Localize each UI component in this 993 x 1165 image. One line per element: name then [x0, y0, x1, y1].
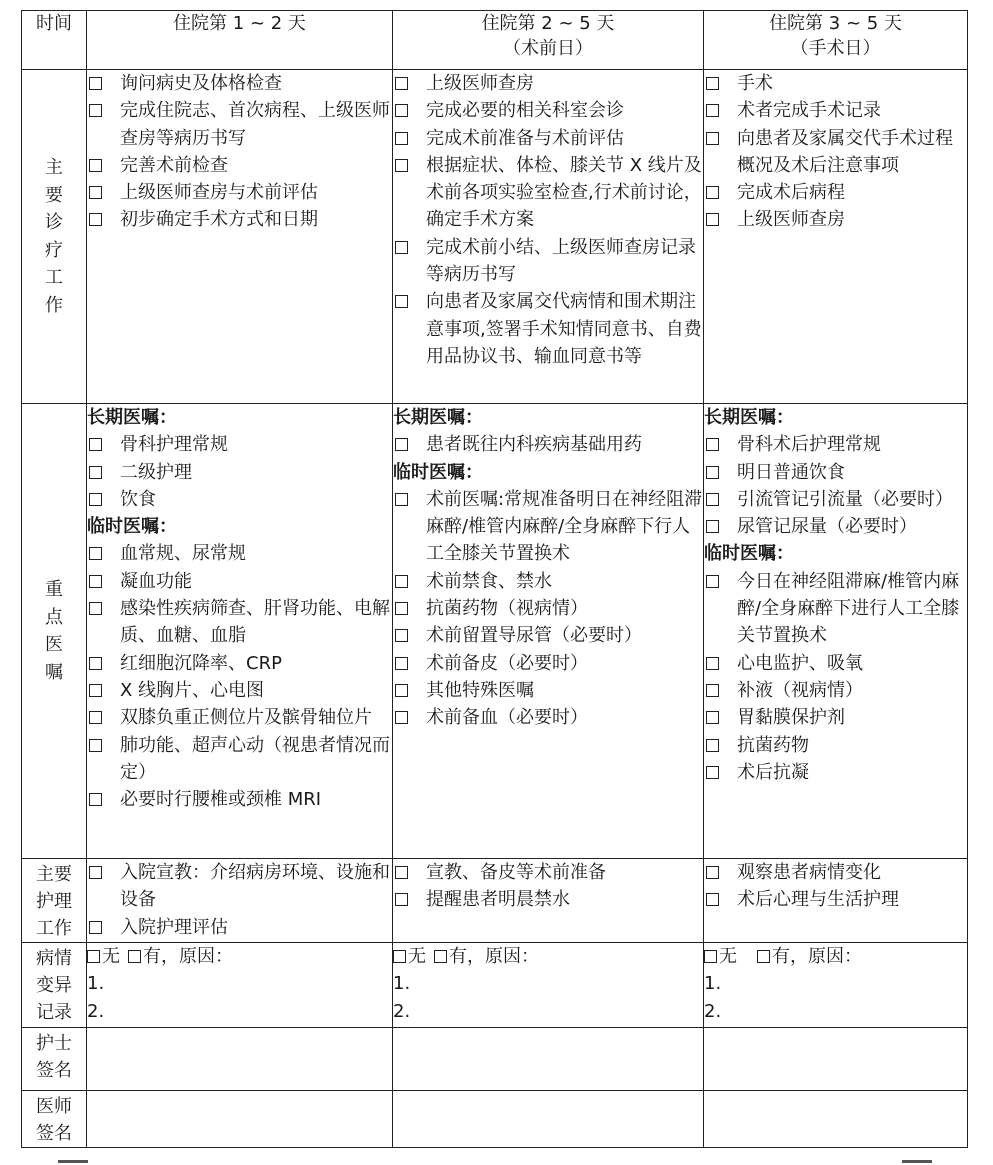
checklist-item[interactable]: 向患者及家属交代病情和围术期注意事项,签署手术知情同意书、自费用品协议书、输血同意书等 — [393, 288, 703, 370]
checklist-item[interactable]: 心电监护、吸氧 — [704, 650, 967, 677]
checklist-item[interactable]: 必要时行腰椎或颈椎 MRI — [87, 786, 392, 813]
checklist-item[interactable]: 宣教、备皮等术前准备 — [393, 859, 703, 886]
checkbox[interactable] — [395, 438, 408, 451]
checklist-item[interactable]: 术者完成手术记录 — [704, 97, 967, 124]
checklist-item[interactable]: 提醒患者明晨禁水 — [393, 886, 703, 913]
checkbox[interactable] — [89, 438, 102, 451]
checkbox[interactable] — [395, 866, 408, 879]
checkbox[interactable] — [89, 866, 102, 879]
checkbox[interactable] — [89, 213, 102, 226]
variation-line-2[interactable]: 2. — [704, 1000, 722, 1022]
diagnosis-col-2 — [393, 70, 704, 404]
checklist-item[interactable]: 胃黏膜保护剂 — [704, 704, 967, 731]
checkbox[interactable] — [89, 921, 102, 934]
checkbox[interactable] — [706, 711, 719, 724]
checkbox[interactable] — [395, 711, 408, 724]
row-nurse-sign — [22, 1028, 968, 1091]
checkbox[interactable] — [89, 159, 102, 172]
checkbox[interactable] — [89, 547, 102, 560]
long-term-orders-heading: 长期医嘱： — [87, 407, 177, 428]
checkbox[interactable] — [89, 77, 102, 90]
doctor-sign-col-1[interactable] — [87, 1091, 393, 1148]
checkbox[interactable] — [706, 186, 719, 199]
checklist-item[interactable]: 感染性疾病筛查、肝肾功能、电解质、血糖、血脂 — [87, 595, 392, 650]
checkbox[interactable] — [395, 657, 408, 670]
row-doctor-sign — [22, 1091, 968, 1148]
checkbox-has[interactable] — [434, 950, 447, 963]
doctor-sign-col-3[interactable] — [704, 1091, 968, 1148]
checkbox[interactable] — [706, 893, 719, 906]
checklist-item[interactable]: 其他特殊医嘱 — [393, 677, 703, 704]
checklist-item[interactable]: 骨科术后护理常规 — [704, 431, 967, 458]
row-label-diagnosis: 主 要 诊 疗 工 作 — [22, 70, 87, 404]
checklist-item[interactable]: 完成必要的相关科室会诊 — [393, 97, 703, 124]
orders-col-2 — [393, 404, 704, 859]
row-orders — [22, 404, 968, 859]
checklist-item[interactable]: 初步确定手术方式和日期 — [87, 206, 392, 233]
checklist-item[interactable]: 二级护理 — [87, 459, 392, 486]
temporary-orders-heading: 临时医嘱： — [87, 516, 177, 538]
nurse-sign-col-3[interactable] — [704, 1028, 968, 1091]
checkbox[interactable] — [706, 657, 719, 670]
row-nursing — [22, 859, 968, 943]
checklist-item[interactable]: 入院宣教：介绍病房环境、设施和设备 — [87, 859, 392, 914]
checkbox-none[interactable] — [704, 950, 717, 963]
variation-col-2: 无 有，原因： 1. 2. — [393, 943, 704, 1028]
long-term-orders-heading: 长期医嘱： — [393, 407, 483, 428]
checklist-item[interactable]: 今日在神经阻滞麻/椎管内麻醉/全身麻醉下进行人工全膝关节置换术 — [704, 568, 967, 650]
checkbox[interactable] — [706, 866, 719, 879]
page-edge-mark — [902, 1160, 932, 1163]
checkbox[interactable] — [89, 739, 102, 752]
checkbox[interactable] — [89, 657, 102, 670]
variation-line-1[interactable]: 1. — [393, 973, 411, 995]
checklist-item[interactable]: 红细胞沉降率、CRP — [87, 650, 392, 677]
variation-line-1[interactable]: 1. — [704, 973, 722, 995]
variation-line-1[interactable]: 1. — [87, 973, 105, 995]
checklist-item[interactable]: X 线胸片、心电图 — [87, 677, 392, 704]
checkbox[interactable] — [706, 684, 719, 697]
checklist-item[interactable]: 凝血功能 — [87, 568, 392, 595]
day-column-header-3: 住院第 3 ~ 5 天 （手术日） — [704, 11, 968, 70]
row-label-doctor-sign: 医师 签名 — [22, 1091, 87, 1148]
variation-col-1: 无 有，原因： 1. 2. — [87, 943, 393, 1028]
checklist-item[interactable]: 补液（视病情） — [704, 677, 967, 704]
checklist-item[interactable]: 向患者及家属交代手术过程概况及术后注意事项 — [704, 125, 967, 180]
checkbox[interactable] — [395, 684, 408, 697]
row-label-variation: 病情 变异 记录 — [22, 943, 87, 1028]
checkbox-has[interactable] — [757, 950, 770, 963]
checklist-item[interactable]: 上级医师查房与术前评估 — [87, 179, 392, 206]
checkbox[interactable] — [89, 575, 102, 588]
orders-col-3 — [704, 404, 968, 859]
checkbox[interactable] — [706, 77, 719, 90]
checklist-item[interactable]: 术前备血（必要时） — [393, 704, 703, 731]
page-edge-mark — [58, 1160, 88, 1163]
checkbox[interactable] — [89, 466, 102, 479]
checkbox[interactable] — [395, 159, 408, 172]
checkbox[interactable] — [706, 520, 719, 533]
checkbox[interactable] — [706, 466, 719, 479]
nurse-sign-col-2[interactable] — [393, 1028, 704, 1091]
checkbox[interactable] — [395, 77, 408, 90]
day-column-header-2: 住院第 2 ~ 5 天 （术前日） — [393, 11, 704, 70]
variation-col-3: 无 有，原因： 1. 2. — [704, 943, 968, 1028]
header-row — [22, 11, 968, 70]
checkbox[interactable] — [706, 739, 719, 752]
checklist-item[interactable]: 肺功能、超声心动（视患者情况而定） — [87, 732, 392, 787]
nursing-col-1 — [87, 859, 393, 943]
checkbox[interactable] — [395, 602, 408, 615]
checklist-item[interactable]: 完成住院志、首次病程、上级医师查房等病历书写 — [87, 97, 392, 152]
checklist-item[interactable]: 完成术前小结、上级医师查房记录等病历书写 — [393, 234, 703, 289]
nursing-col-2 — [393, 859, 704, 943]
row-label-nurse-sign: 护士 签名 — [22, 1028, 87, 1091]
checklist-item[interactable]: 术后抗凝 — [704, 759, 967, 786]
checkbox[interactable] — [89, 186, 102, 199]
checkbox-none[interactable] — [393, 950, 406, 963]
checklist-item[interactable]: 尿管记尿量（必要时） — [704, 513, 967, 540]
checkbox[interactable] — [89, 602, 102, 615]
checklist-item[interactable]: 完善术前检查 — [87, 152, 392, 179]
time-header: 时间 — [22, 11, 87, 70]
checkbox[interactable] — [89, 711, 102, 724]
checkbox[interactable] — [395, 241, 408, 254]
checkbox-has[interactable] — [128, 950, 141, 963]
row-label-orders: 重 点 医 嘱 — [22, 404, 87, 859]
checklist-item[interactable]: 询问病史及体格检查 — [87, 70, 392, 97]
row-variation — [22, 943, 968, 1028]
diagnosis-col-3 — [704, 70, 968, 404]
checkbox[interactable] — [89, 684, 102, 697]
checklist-item[interactable]: 血常规、尿常规 — [87, 540, 392, 567]
checklist-item[interactable]: 上级医师查房 — [393, 70, 703, 97]
checkbox[interactable] — [706, 213, 719, 226]
checkbox[interactable] — [706, 438, 719, 451]
checklist-item[interactable]: 术前留置导尿管（必要时） — [393, 622, 703, 649]
variation-line-2[interactable]: 2. — [393, 1000, 411, 1022]
checkbox-none[interactable] — [87, 950, 100, 963]
checkbox[interactable] — [395, 493, 408, 506]
checklist-item[interactable]: 骨科护理常规 — [87, 431, 392, 458]
checklist-item[interactable]: 明日普通饮食 — [704, 459, 967, 486]
checklist-item[interactable]: 入院护理评估 — [87, 914, 392, 941]
checkbox[interactable] — [89, 793, 102, 806]
checkbox[interactable] — [706, 575, 719, 588]
checkbox[interactable] — [395, 295, 408, 308]
checklist-item[interactable]: 术前禁食、禁水 — [393, 568, 703, 595]
checklist-item[interactable]: 术前备皮（必要时） — [393, 650, 703, 677]
doctor-sign-col-2[interactable] — [393, 1091, 704, 1148]
checklist-item[interactable]: 完成术前准备与术前评估 — [393, 125, 703, 152]
checkbox[interactable] — [395, 893, 408, 906]
checklist-item[interactable]: 饮食 — [87, 486, 392, 513]
checklist-item[interactable]: 手术 — [704, 70, 967, 97]
temporary-orders-heading: 临时医嘱： — [704, 543, 794, 565]
checklist-item[interactable]: 双膝负重正侧位片及髌骨轴位片 — [87, 704, 392, 731]
variation-line-2[interactable]: 2. — [87, 1000, 105, 1022]
checkbox[interactable] — [89, 104, 102, 117]
temporary-orders-heading: 临时医嘱： — [393, 461, 483, 483]
checklist-item[interactable]: 术前医嘱:常规准备明日在神经阻滞麻醉/椎管内麻醉/全身麻醉下行人工全膝关节置换术 — [393, 486, 703, 568]
checklist-item[interactable]: 上级医师查房 — [704, 206, 967, 233]
long-term-orders-heading: 长期医嘱： — [704, 407, 794, 428]
checkbox[interactable] — [706, 104, 719, 117]
checkbox[interactable] — [706, 132, 719, 145]
row-diagnosis — [22, 70, 968, 404]
day-column-header-1: 住院第 1 ~ 2 天 — [87, 11, 393, 70]
checklist-item[interactable]: 完成术后病程 — [704, 179, 967, 206]
checkbox[interactable] — [395, 629, 408, 642]
diagnosis-col-1 — [87, 70, 393, 404]
row-label-nursing: 主要 护理 工作 — [22, 859, 87, 943]
checkbox[interactable] — [395, 575, 408, 588]
checkbox[interactable] — [395, 104, 408, 117]
checklist-item[interactable]: 引流管记引流量（必要时） — [704, 486, 967, 513]
nurse-sign-col-1[interactable] — [87, 1028, 393, 1091]
checklist-item[interactable]: 患者既往内科疾病基础用药 — [393, 431, 703, 458]
orders-col-1 — [87, 404, 393, 859]
checklist-item[interactable]: 术后心理与生活护理 — [704, 886, 967, 913]
checklist-item[interactable]: 抗菌药物 — [704, 732, 967, 759]
checkbox[interactable] — [89, 493, 102, 506]
checklist-item[interactable]: 抗菌药物（视病情） — [393, 595, 703, 622]
clinical-pathway-table — [21, 10, 968, 1148]
checkbox[interactable] — [706, 766, 719, 779]
checklist-item[interactable]: 根据症状、体检、膝关节 X 线片及术前各项实验室检查,行术前讨论，确定手术方案 — [393, 152, 703, 234]
checklist-item[interactable]: 观察患者病情变化 — [704, 859, 967, 886]
checkbox[interactable] — [706, 493, 719, 506]
nursing-col-3 — [704, 859, 968, 943]
checkbox[interactable] — [395, 132, 408, 145]
